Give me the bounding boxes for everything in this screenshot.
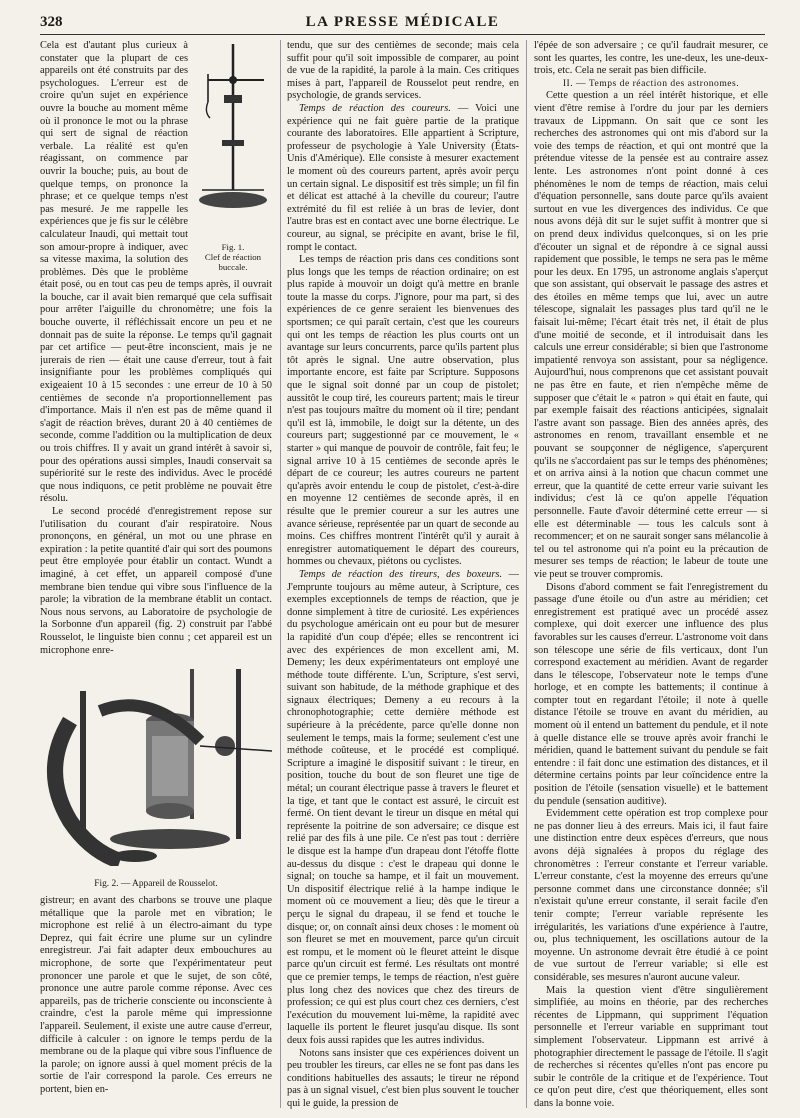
paragraph: Notons sans insister que ces expériences doivent un peu troubler les tireurs, car elles ne se font pas dans les conditions habituelles des assauts; le tireur ne répond pas à un signal visuel, c'est bien plus souvent le toucher qui le guide, la pression de <box>287 1047 519 1109</box>
section-heading-astronomers: II. — Temps de réaction des astronomes. <box>562 77 740 89</box>
paragraph: Cela est d'autant plus curieux à constater que la plupart de ces appareils ont été construits par des psychologues. L'erreur est de croire qu'un sujet en expérience ouvre la bouche au moment même où il prononce le mot ou la phrase qui sert de signal de réaction verbale. La réalité est qu'en réagissant, on commence par ouvrir la bouche; puis, au bout de quelque temps, on prononce la phrase; et ce quelque temps n'est pas mesuré. Je me rappelle les expériences que je fis sur le célèbre calculateur Inaudi, qui mettait tout son amour-propre à indiquer, avec sa vitesse maxima, la solution des problèmes. Dès que le problème était posé, ou en tout cas peu de temps après, il ouvrait la bouche, car il avait bien remarqué que cela suffisait pour arrêter l'aiguille du chronomètre; une fois la bouche ouverte, il réfléchissait encore un peu et ne donnait pas de suite la réponse. Le temps qu'il gagnait par cet artifice — peut-être inconscient, mais je ne jurerais de rien — était une cause d'erreur, tout à fait insignifiante pour les problèmes compliqués qui exigeaient 10 à 15 secondes : une erreur de 10 à 50 centièmes de seconde n'a proportionnellement pas d'importance. Mais il n'en est pas de même quand il s'agit de réaction brèves, durant 20 à 40 centièmes de seconde, comme l'addition ou la multiplication de deux ou trois chiffres. Il y avait un grand intérêt à savoir si, pour des opérations aussi simples, Inaudi conservait sa supériorité sur le reste des individus. Avec le procédé que nous indiquons, ce petit problème ne pouvait être résolu. <box>40 40 272 505</box>
paragraph: Les temps de réaction pris dans ces conditions sont plus longs que les temps de réaction ordinaire; on est plus rapide à mouvoir un doigt qu'à mettre en branle toute la masse du corps. J'ignore, pour ma part, si des expériences de ce genre seraient les bienvenues des sportsmen; ce qui paraît certain, c'est que les coureurs qui ont les temps de réaction les plus courts ont un avantage sur leurs concurrents, parce qu'ils partent plus tôt après le signal. Une autre observation, plus importante encore, est faite par Scripture. Supposons que le signal soit donné par un coup de pistolet; aussitôt le coup tiré, les coureurs partent; mais le tireur n'est pas toujours maître du moment où il tire; pendant qu'il est là, immobile, le doigt sur la détente, un des coureurs part; suggestionné par ce mouvement, le « starter » qui manque de pouvoir de contrôle, fait feu; le signal arrive 10 à 15 centièmes de seconde après le départ de ce coureur; les autres coureurs ne partent qu'après avoir entendu le coup de pistolet, c'est-à-dire en moyenne 12 centièmes de seconde après, il en résulte que le premier coureur a sur les autres une avance sérieuse, représentée par un quart de seconde au moins. Ces chiffres montrent l'intérêt qu'il y aurait à enregistrer automatiquement le départ des coureurs, hommes ou chevaux, piétons ou cyclistes. <box>287 254 519 568</box>
paragraph: l'épée de son adversaire ; ce qu'il faudrait mesurer, ce sont les quartes, les contre, les une-deux, les une-deux-trois, etc. Cela ne serait pas bien difficile. <box>534 40 768 77</box>
paragraph: Evidemment cette opération est trop complexe pour ne pas donner lieu à des erreurs. Mais ici, il faut faire une distinction entre deux espèces d'erreurs, que nous avons déjà signalées à propos du réglage des chronomètres : l'erreur constante et l'erreur variable. L'erreur constante, c'est la moyenne des erreurs qu'une personne commet dans une circonstance donnée; s'il n'existait qu'une erreur constante, il serait facile d'en tenir compte; l'erreur variable représente les irrégularités, les variations d'une expérience à l'autre, ou, plus techniquement, les oscillations autour de la moyenne. Un astronome devrait être étudié à ce point de vue surtout de l'erreur variable; si elle est considérable, ses mesures n'auront aucune valeur. <box>534 808 768 983</box>
figure-1 <box>194 40 272 272</box>
figure-2 <box>40 661 272 891</box>
column-2 <box>287 40 519 1110</box>
paragraph: gistreur; en avant des charbons se trouve une plaque métallique que la parole met en vibration; le microphone est relié à un électro-aimant du type Deprez, qui fait écrire une plume sur un cylindre enregistreur. J'ai fait adapter deux embouchures au microphone, de sorte que l'expérimentateur peut prononcer une parole et que le sujet, de son côté, prononce une autre parole comme réponse. Avec ces appareils, pas de tricherie consciente ou inconsciente à craindre, c'est la parole même qui impressionne l'appareil. Seulement, il existe une autre cause d'erreur, difficile à calculer : on ignore le temps perdu de la membrane ou de la plaque qui vibre sous l'influence de la parole; on ignore aussi à quel moment précis de la sortie de l'air correspond la parole. Ces erreurs ne portent, bien en- <box>40 895 272 1095</box>
paragraph: Temps de réaction des tireurs, des boxeurs. — J'emprunte toujours au même auteur, à Scripture, ces exemples exceptionnels de temps de réaction, que je donne simplement à titre de curiosité. Les expériences du psychologue américain ont eu pour but de mesurer la rapidité d'un coup d'épée; elles se rencontrent ici avec des expériences de mon excellent ami, M. Demeny; les deux expérimentateurs ont employé une méthode toute différente. L'un, Scripture, s'est servi, suivant son habitude, de la méthode graphique et des signaux électriques; Demeny a eu recours à la chronophotographie; cette dernière méthode est supérieure à la précédente, parce qu'elle donne non seulement le temps, mais la forme; seulement c'est une méthode coûteuse, et le procédé est compliqué. Scripture a imaginé le dispositif suivant : le tireur, en position, touche du bout de son fleuret une tige de métal; un courant électrique passe à travers le fleuret et la tige, et tant que le contact est assuré, le circuit est fermé. On tient devant le tireur un disque en métal qui représente la poitrine de son adversaire; ce disque est relié par des fils à une pile. Ce n'est pas tout : derrière le disque est la hampe d'un drapeau dont l'étoffe flotte au-dessus du disque : c'est le drapeau qui donne le signal; on touche sa hampe, et il fait un mouvement. Un dispositif électrique relié à la hampe indique le moment où ce mouvement a lieu; dès que le tireur a perçu le signal du drapeau, il se fend et touche le disque; or, on connaît ainsi deux choses : le moment où son fleuret se met en mouvement, parce qu'un circuit est rompu, et le moment où le fleuret atteint le disque parce qu'un circuit est fermé. Les résultats ont montré que ce premier temps, le temps de réaction, n'est guère plus long chez des novices que chez des tireurs de profession; ce qui est plus court chez ces derniers, c'est l'exécution du mouvement lui-même, la rapidité avec laquelle ils portent le fleuret jusqu'au disque. Ils sont deux fois aussi rapides que les autres individus. <box>287 568 519 1046</box>
column-3 <box>534 40 768 1110</box>
column-1 <box>40 40 272 1110</box>
paragraph: Disons d'abord comment se fait l'enregistrement du passage d'une étoile ou d'un astre au méridien; cet enregistrement est pratiqué avec un procédé assez complexe, qui doit exercer une influence des plus favorables sur les causes d'erreur. L'astronome voit dans son télescope une série de fils verticaux, dont l'un correspond exactement au méridien. Avant de regarder dans le télescope, l'observateur note le temps d'une horloge, et en compte les battements; il continue à compter tout en regardant l'étoile; il note à quelle distance l'étoile se trouve en avant du méridien, au moment où il entend un battement du pendule, et il note à quelle distance elle se trouve après avoir franchi le méridien, quand le battement suivant du pendule se fait entendre : il fait donc une estimation des distances, et il détermine certains points par leur coïncidence entre la position de l'étoile (sensation visuelle) et le battement du pendule (sensation auditive). <box>534 581 768 807</box>
header-rule <box>40 34 765 35</box>
subsection-heading-runners: Temps de réaction des coureurs. <box>299 102 451 114</box>
figure-1-caption: Fig. 1. Clef de réaction buccale. <box>204 242 262 272</box>
journal-title: LA PRESSE MÉDICALE <box>305 14 500 30</box>
column-divider-2 <box>526 40 527 1108</box>
column-divider-1 <box>280 40 281 1108</box>
page-number: 328 <box>40 14 63 30</box>
paragraph: Temps de réaction des coureurs. — Voici une expérience qui ne fait guère partie de la pratique courante des laboratoires. Elle appartient à Scripture, professeur de psychologie à Yale University (États-Unis d'Amérique). Elle consiste à mesurer exactement le moment où des coureurs partent, après avoir perçu un certain signal. Le dispositif est très simple; un fil fin et délicat est attaché à la cheville du coureur; l'autre extrémité du fil est reliée à un bras de levier, dont l'autre bras est en contact avec une borne électrique. Le coureur, au signal, se précipite en avant, brise le fil, rompt le contact. <box>287 102 519 253</box>
paragraph: tendu, que sur des centièmes de seconde; mais cela suffit pour qu'il soit impossible de comparer, au point de vue de la rapidité, la parole à la main. Ces critiques mises à part, l'appareil de Rousselot peut rendre, en psychologie, de grands services. <box>287 40 519 102</box>
mouth-key-illustration <box>194 40 272 240</box>
subsection-heading-fencers: Temps de réaction des tireurs, des boxeurs. <box>299 568 503 580</box>
paragraph: Cette question a un réel intérêt historique, et elle vient d'être remise à l'ordre du jour par les derniers travaux de Lippmann. On sait que ce sont les recherches des astronomes qui ont mis d'abord sur la voie des temps de réaction, et qui ont montré que la prétendue vitesse de la pensée est au contraire assez lente. Les astronomes n'ont point donné à ces phénomènes le nom de temps de réaction, mais celui d'équation personnelle, sans doute parce qu'ils avaient surtout en vue les divergences des individus. Ce que nous avons déjà dit sur le sujet suffit à montrer que si on prend deux individus quelconques, si on les prie d'écouter un signal et de répondre à ce signal aussi rapidement que possible, le temps ne sera pas le même pour les deux. En 1795, un astronome anglais s'aperçut que son assistant, qui observait le passage des astres et des étoiles en même temps que lui, avec un autre télescope, signalait les passages plus tard qu'il ne le faisait lui-même; l'écart était très net, il était de plus d'une moitié de seconde, et il introduisait dans les calculs une erreur considérable; si bien que l'astronome impatienté renvoya son assistant, pour sa négligence. Aujourd'hui, nous comprenons que cet assistant pouvait ne pas être en faute, et rien n'empêche même de supposer que c'était le « patron » qui était en faute, qui par exemple faisait des réactions anticipées, signalait l'astre avant son passage. Bien des années après, des astronomes en renom, travaillant ensemble et ne pouvant se soupçonner de négligence, s'aperçurent qu'ils ne s'accordaient pas sur le temps des phénomènes; et on arriva ainsi à la notion que chacun commet une erreur, que la quantité de cette erreur varie suivant les individus; c'est là ce qu'on appelle l'équation personnelle. Faute d'avoir déterminé cette erreur — si elle est déterminable — tous les calculs sont à recommencer; et on ne saurait songer sans mélancolie à tel ou tel astronome qui n'a point eu la précaution de mesurer ses temps de réaction; le labeur de toute une vie peut se trouver compromis. <box>534 90 768 580</box>
paragraph: Mais la question vient d'être singulièrement simplifiée, au moins en théorie, par des recherches récentes de Lippmann, qui suppriment l'équation personnelle et l'erreur variable en supprimant tout simplement l'observateur. Lippmann est arrivé à photographier directement le passage de l'étoile. Il s'agit de recherches si récentes qu'elles n'ont pas encore pu subir le contrôle de la critique et de l'expérience. Tout ce qu'on peut dire, c'est que théoriquement, elles sont dans la bonne voie. <box>534 984 768 1109</box>
rousselot-apparatus-illustration <box>40 661 272 866</box>
running-header <box>40 14 765 36</box>
figure-2-caption: Fig. 2. — Appareil de Rousselot. <box>94 879 218 890</box>
paragraph: Le second procédé d'enregistrement repose sur l'utilisation du courant d'air respiratoire. Nous prononçons, en général, un mot ou une phrase en expiration : la petite quantité d'air qui sort des poumons peut être employée pour établir un contact. Wundt a imaginé, à cet effet, un appareil composé d'une membrane bien tendue qui vibre sous l'influence de la parole; la vibration de la membrane établit un contact. Nous nous servons, au Laboratoire de psychologie de la Sorbonne d'un appareil (fig. 2) construit par l'abbé Rousselot, le linguiste bien connu ; cet appareil est un microphone enre- <box>40 505 272 656</box>
